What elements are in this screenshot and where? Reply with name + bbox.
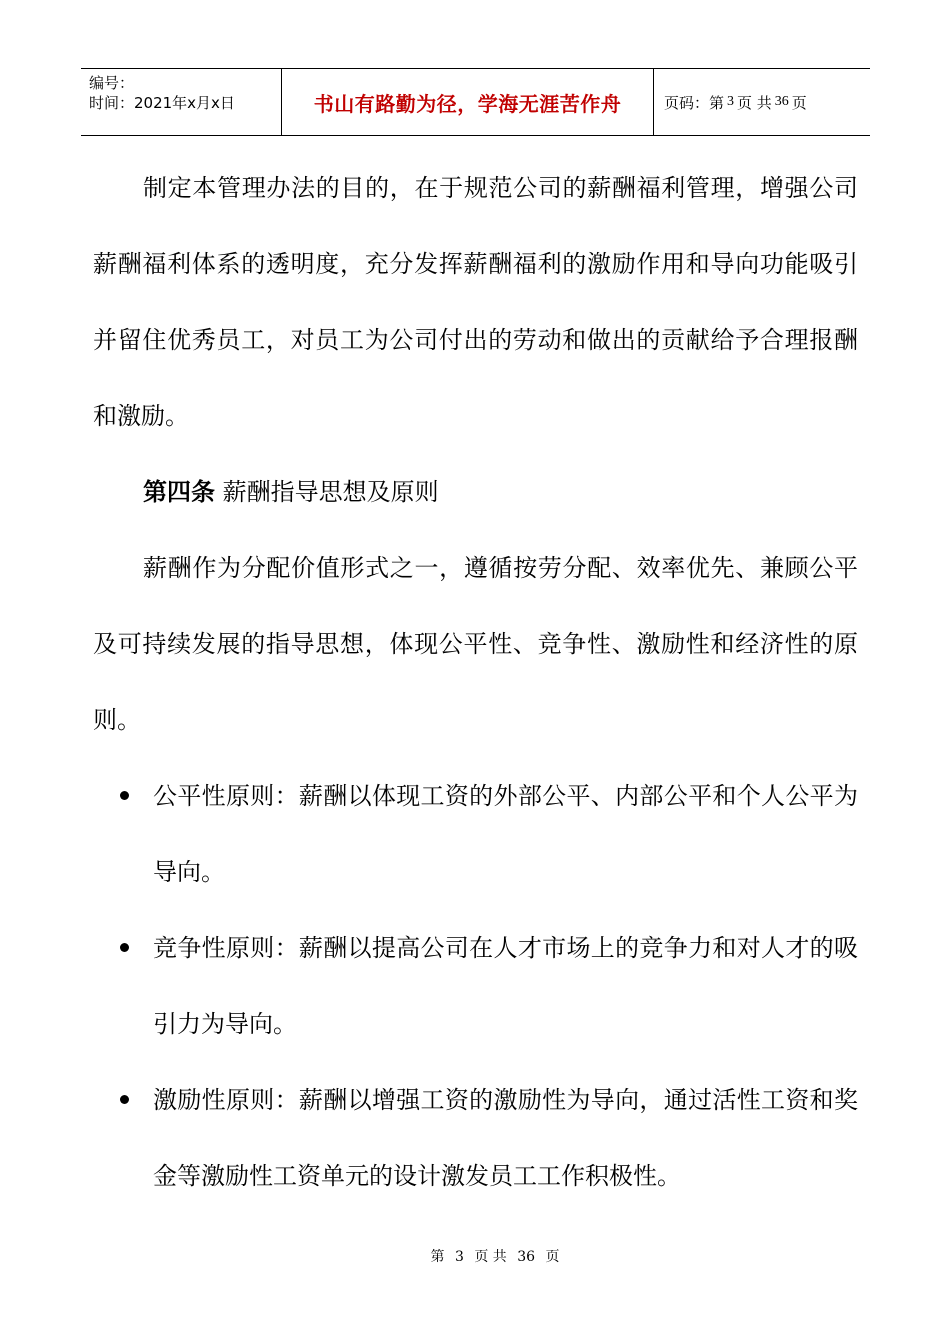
footer-prefix: 第 — [430, 1249, 445, 1265]
document-header — [81, 68, 870, 136]
header-meta-cell — [81, 69, 282, 135]
list-item-text: 激励性原则：薪酬以增强工资的激励性为导向，通过活性工资和奖金等激励性工资单元的设计激发员工工作积极性。 — [153, 1086, 858, 1190]
page-footer — [0, 1246, 950, 1266]
header-page-current: 3 — [727, 94, 735, 109]
header-page-mid: 页 共 — [737, 93, 772, 112]
list-item-text: 公平性原则：薪酬以体现工资的外部公平、内部公平和个人公平为导向。 — [153, 782, 858, 886]
footer-current-page: 3 — [454, 1249, 464, 1265]
purpose-paragraph: 制定本管理办法的目的，在于规范公司的薪酬福利管理，增强公司薪酬福利体系的透明度，充分发挥薪酬福利的激励作用和导向功能吸引并留住优秀员工，对员工为公司付出的劳动和做出的贡献给予合理报酬和激励。 — [93, 174, 858, 430]
article-number: 第四条 — [143, 478, 215, 506]
header-page-cell — [654, 69, 870, 135]
principle-list — [93, 758, 858, 1214]
bullet-icon — [120, 943, 129, 952]
header-motto-cell — [282, 69, 654, 135]
article-title: 薪酬指导思想及原则 — [222, 478, 439, 506]
header-page-total: 36 — [774, 94, 789, 109]
bullet-icon — [120, 1095, 129, 1104]
list-item — [93, 910, 858, 1062]
document-number-label: 编号： — [89, 74, 135, 92]
list-item-text: 竞争性原则：薪酬以提高公司在人才市场上的竞争力和对人才的吸引力为导向。 — [153, 934, 858, 1038]
document-time-label: 时间：2021年x月x日 — [89, 94, 235, 112]
header-page-suffix: 页 — [791, 93, 807, 112]
list-item — [93, 758, 858, 910]
bullet-icon — [120, 791, 129, 800]
principle-paragraph: 薪酬作为分配价值形式之一，遵循按劳分配、效率优先、兼顾公平及可持续发展的指导思想，体现公平性、竞争性、激励性和经济性的原则。 — [93, 554, 858, 734]
list-item — [93, 1062, 858, 1214]
article-heading — [93, 454, 858, 530]
document-body — [93, 150, 858, 1214]
header-page-prefix: 页码：第 — [664, 93, 725, 112]
header-motto: 书山有路勤为径，学海无涯苦作舟 — [313, 91, 622, 116]
footer-suffix: 页 — [545, 1249, 560, 1265]
footer-mid: 页 共 — [474, 1249, 507, 1265]
footer-total-pages: 36 — [517, 1249, 536, 1265]
